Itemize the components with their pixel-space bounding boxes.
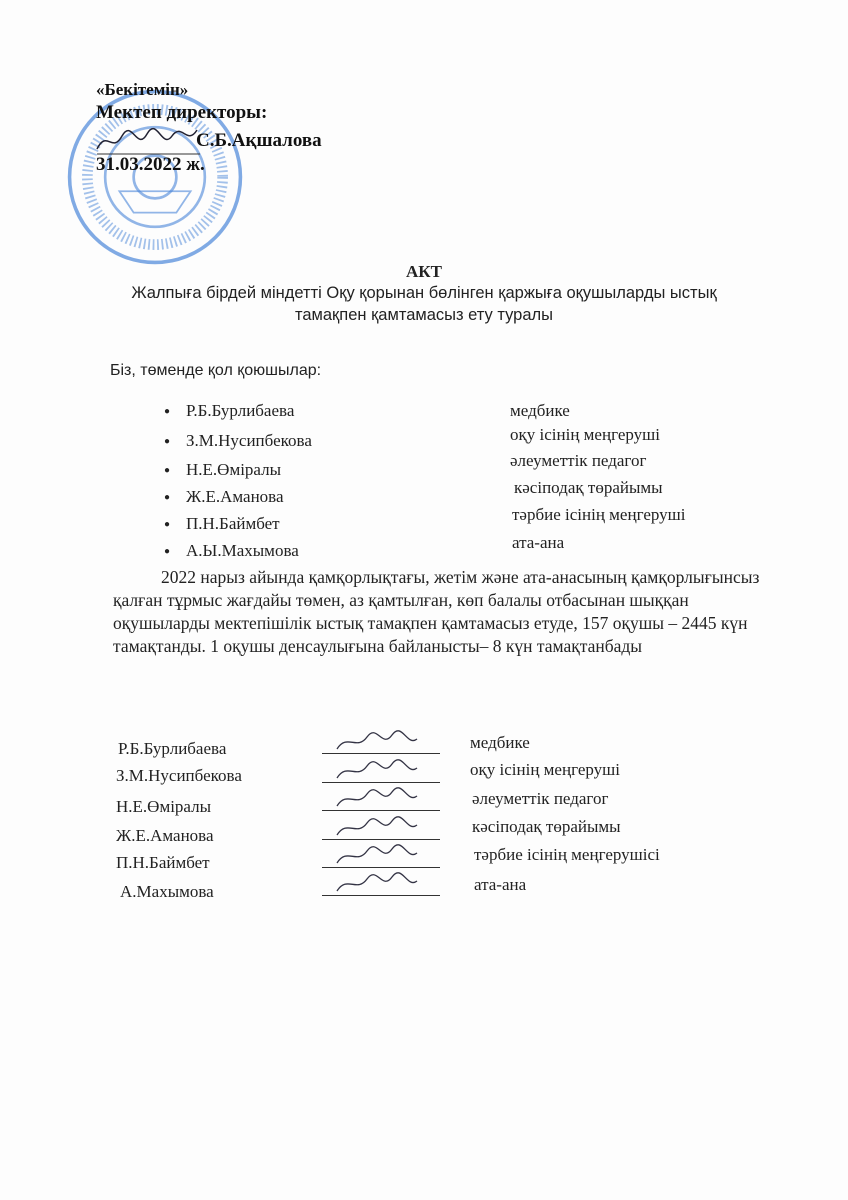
member-role: тәрбие ісінің меңгеруші: [512, 505, 686, 524]
approval-date: 31.03.2022 ж.: [96, 154, 205, 175]
subtitle-line-2: тамақпен қамтамасыз ету туралы: [294, 306, 553, 324]
director-signature: [92, 124, 202, 158]
signature-line: [322, 843, 440, 868]
approval-position: Мектеп директоры:: [96, 102, 268, 123]
body-paragraph: 2022 нарыз айында қамқорлықтағы, жетім және ата-анасының қамқорлығынсыз қалған тұрмыс жағдайы төмен, аз қамтылған, көп балалы отбасынан шыққан оқушыларды мектепішілік ыстық тамақпен қамтамасыз етуде, 157 оқушы – 2445 күн тамақтанды. 1 оқушы денсаулығына байланысты– 8 күн тамақтанбады: [113, 567, 760, 656]
approval-label: «Бекітемін»: [96, 80, 189, 99]
signatory-role: ата-ана: [474, 875, 527, 894]
member-role: оқу ісінің меңгеруші: [510, 425, 660, 444]
member-role: ата-ана: [512, 533, 565, 552]
signature-line: [322, 758, 440, 783]
signatory-name: З.М.Нусипбекова: [116, 766, 242, 785]
signature-line: [322, 815, 440, 840]
signature-line: [322, 786, 440, 811]
director-name: С.Б.Ақшалова: [196, 130, 322, 151]
member-role: кәсіподақ төрайымы: [514, 478, 663, 497]
signatory-role: оқу ісінің меңгеруші: [470, 760, 620, 779]
member-name: ● Р.Б.Бурлибаева: [186, 401, 294, 421]
member-name: ● Ж.Е.Аманова: [186, 487, 284, 507]
signatory-role: тәрбие ісінің меңгерушісі: [474, 845, 660, 864]
document-title: АКТ: [406, 262, 442, 281]
member-name: ● З.М.Нусипбекова: [186, 431, 312, 451]
signatory-role: кәсіподақ төрайымы: [472, 817, 621, 836]
signatory-name: Ж.Е.Аманова: [116, 826, 214, 845]
signatory-role: әлеуметтік педагог: [472, 789, 609, 808]
signature-line: [322, 729, 440, 754]
signatory-name: П.Н.Баймбет: [116, 853, 210, 872]
intro-text: Біз, төменде қол қоюшылар:: [110, 362, 322, 379]
member-role: әлеуметтік педагог: [510, 451, 647, 470]
member-role: медбике: [510, 401, 570, 420]
subtitle-line-1: Жалпыға бірдей міндетті Оқу қорынан бөлінген қаржыға оқушыларды ыстық: [131, 284, 717, 302]
member-name: ● А.Ы.Махымова: [186, 541, 299, 561]
signatory-name: Р.Б.Бурлибаева: [118, 739, 227, 758]
member-name: ● Н.Е.Өміралы: [186, 460, 281, 480]
signatory-role: медбике: [470, 733, 530, 752]
signatory-name: А.Махымова: [120, 882, 214, 901]
signatory-name: Н.Е.Өміралы: [116, 797, 212, 816]
signature-line: [322, 871, 440, 896]
member-name: ● П.Н.Баймбет: [186, 514, 280, 534]
